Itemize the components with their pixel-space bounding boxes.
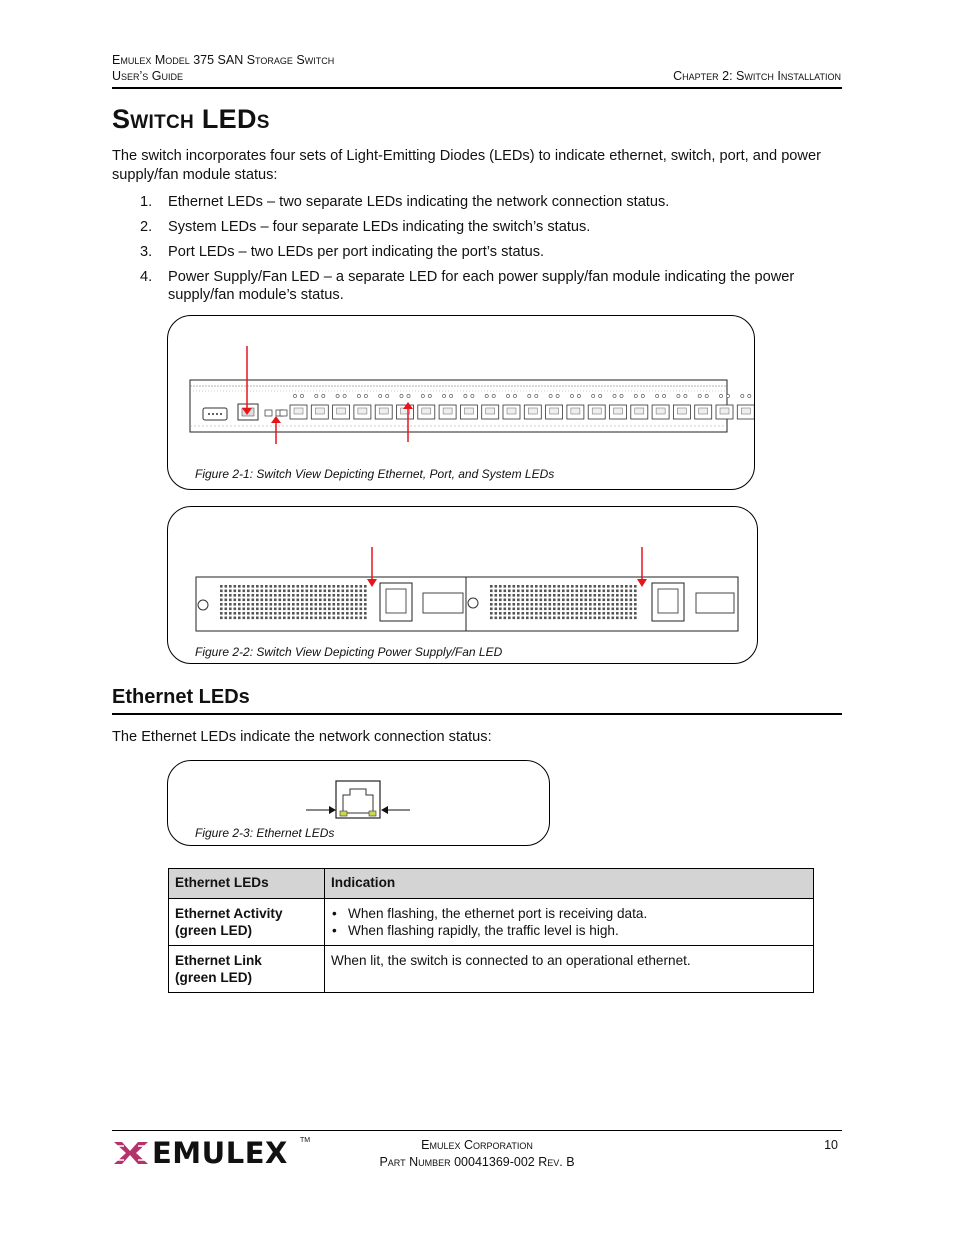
table-cell-led-name: Ethernet Activity (green LED): [169, 899, 325, 946]
header-doc-subtitle: User’s Guide: [112, 69, 184, 83]
subsection-rule: [112, 713, 842, 715]
switch-front-illustration: [168, 316, 754, 489]
figure-switch-front: [167, 315, 755, 490]
figure-switch-rear: [167, 506, 758, 664]
section-title: Switch LEDs: [112, 104, 270, 134]
ethernet-intro: The Ethernet LEDs indicate the network connection status:: [112, 729, 492, 745]
table-cell-led-name: Ethernet Link (green LED): [169, 946, 325, 993]
led-types-list: [112, 193, 832, 311]
table-header-row: [169, 869, 814, 899]
footer-rule: [112, 1130, 842, 1131]
intro-paragraph: The switch incorporates four sets of Light-Emitting Diodes (LEDs) to indicate ethernet, switch, port, and power supply/fan module status:: [112, 148, 821, 183]
list-item: 2. System LEDs – four separate LEDs indicating the switch’s status.: [140, 219, 591, 235]
logo-wordmark: EMULEX: [152, 1136, 288, 1170]
table-cell-indication: [325, 899, 814, 946]
header-rule: [112, 87, 842, 89]
list-item: • When flashing, the ethernet port is receiving data.: [331, 905, 807, 922]
list-item: 4. Power Supply/Fan LED – a separate LED for each power supply/fan module indicating the power supply/fan module’s status.: [140, 269, 795, 303]
figure-ethernet-leds: [167, 760, 550, 846]
ethernet-leds-table: [168, 868, 814, 993]
logo-trademark: TM: [300, 1137, 311, 1144]
subsection-title: Ethernet LEDs: [112, 686, 250, 708]
table-header-cell: Ethernet LEDs: [169, 869, 325, 899]
table-header-cell: Indication: [325, 869, 814, 899]
page-number: 10: [824, 1138, 838, 1152]
header-chapter: Chapter 2: Switch Installation: [673, 69, 841, 83]
table-cell-indication: When lit, the switch is connected to an operational ethernet.: [325, 946, 814, 993]
switch-rear-illustration: [168, 507, 757, 663]
list-item: 1. Ethernet LEDs – two separate LEDs indicating the network connection status.: [140, 194, 670, 210]
footer-part-number: Part Number 00041369-002 Rev. B: [379, 1155, 575, 1169]
table-row: [169, 899, 814, 946]
table-row: [169, 946, 814, 993]
header-doc-title: Emulex Model 375 SAN Storage Switch: [112, 53, 335, 67]
figure-caption: Figure 2-1: Switch View Depicting Ethernet, Port, and System LEDs: [195, 467, 555, 481]
figure-caption: Figure 2-2: Switch View Depicting Power Supply/Fan LED: [195, 645, 503, 659]
list-item: • When flashing rapidly, the traffic level is high.: [331, 922, 807, 939]
list-item: 3. Port LEDs – two LEDs per port indicating the port’s status.: [140, 244, 545, 260]
footer-company: Emulex Corporation: [421, 1138, 533, 1152]
figure-caption: Figure 2-3: Ethernet LEDs: [195, 826, 335, 840]
